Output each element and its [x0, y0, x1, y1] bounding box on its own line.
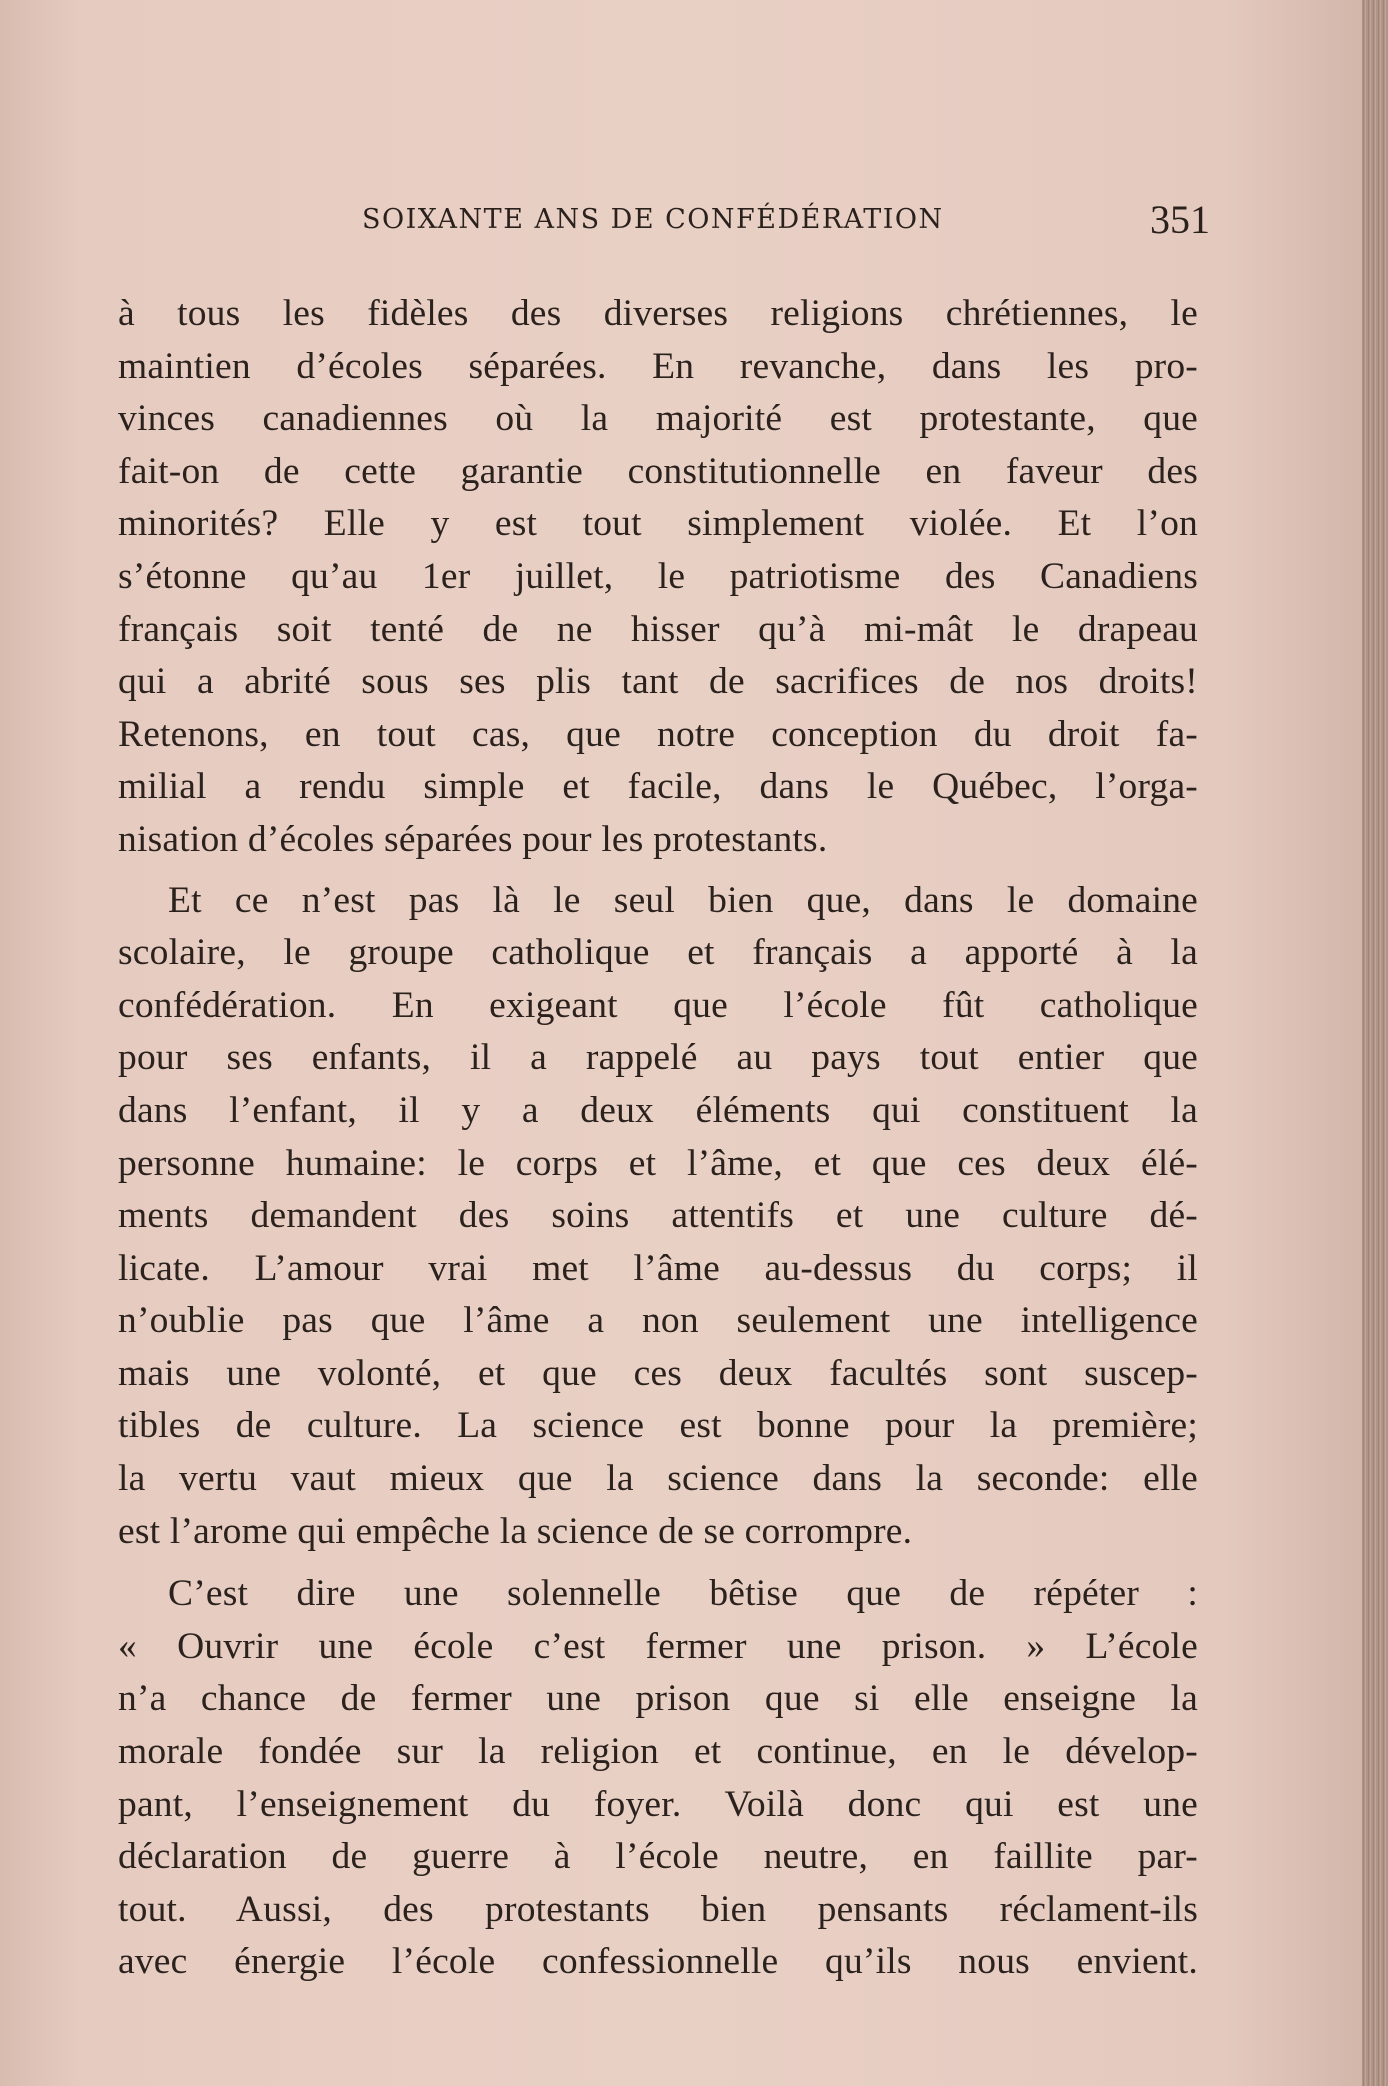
text-line: tout. Aussi, des protestants bien pensants réclament-ils — [118, 1888, 1198, 1930]
text-line: scolaire, le groupe catholique et français a apporté à la — [118, 932, 1198, 974]
text-line: mais une volonté, et que ces deux facultés sont suscep- — [118, 1352, 1198, 1394]
paragraph-3 — [118, 1568, 1198, 1989]
page-number: 351 — [1150, 197, 1210, 242]
text-line: français soit tenté de ne hisser qu’à mi-mât le drapeau — [118, 608, 1198, 650]
text-line: déclaration de guerre à l’école neutre, en faillite par- — [118, 1836, 1198, 1878]
text-line: milial a rendu simple et facile, dans le Québec, l’orga- — [118, 766, 1198, 808]
text-line: pant, l’enseignement du foyer. Voilà donc qui est une — [118, 1783, 1198, 1825]
text-line: vinces canadiennes où la majorité est protestante, que — [118, 398, 1198, 440]
text-line: est l’arome qui empêche la science de se corrompre. — [118, 1510, 913, 1552]
running-title: SOIXANTE ANS DE CONFÉDÉRATION — [362, 204, 944, 235]
text-line: qui a abrité sous ses plis tant de sacrifices de nos droits! — [118, 661, 1198, 703]
page-header — [100, 196, 1210, 246]
text-line: dans l’enfant, il y a deux éléments qui constituent la — [118, 1089, 1198, 1131]
text-line: n’a chance de fermer une prison que si elle enseigne la — [118, 1678, 1198, 1720]
text-line: la vertu vaut mieux que la science dans la seconde: elle — [118, 1458, 1198, 1500]
text-line: s’étonne qu’au 1er juillet, le patriotisme des Canadiens — [118, 555, 1198, 597]
text-line: avec énergie l’école confessionnelle qu’ils nous envient. — [118, 1941, 1198, 1983]
page-stack-edge — [1362, 0, 1388, 2086]
paragraph-1 — [118, 288, 1198, 867]
text-line: confédération. En exigeant que l’école fût catholique — [118, 984, 1198, 1026]
text-line: minorités? Elle y est tout simplement violée. Et l’on — [118, 503, 1198, 545]
text-line: nisation d’écoles séparées pour les protestants. — [118, 818, 828, 860]
text-line: morale fondée sur la religion et continue, en le dévelop- — [118, 1731, 1198, 1773]
text-line: Retenons, en tout cas, que notre conception du droit fa- — [118, 713, 1198, 755]
paragraph-2 — [118, 875, 1198, 1559]
text-line: n’oublie pas que l’âme a non seulement une intelligence — [118, 1300, 1198, 1342]
text-line: personne humaine: le corps et l’âme, et que ces deux élé- — [118, 1142, 1198, 1184]
text-line: maintien d’écoles séparées. En revanche, dans les pro- — [118, 345, 1198, 387]
text-line: fait-on de cette garantie constitutionnelle en faveur des — [118, 450, 1198, 492]
text-line: à tous les fidèles des diverses religions chrétiennes, le — [118, 293, 1198, 334]
text-line: tibles de culture. La science est bonne pour la première; — [118, 1405, 1198, 1447]
text-line: pour ses enfants, il a rappelé au pays tout entier que — [118, 1037, 1198, 1079]
text-line: licate. L’amour vrai met l’âme au-dessus du corps; il — [118, 1247, 1198, 1289]
text-line: ments demandent des soins attentifs et une culture dé- — [118, 1195, 1198, 1237]
text-line: « Ouvrir une école c’est fermer une prison. » L’école — [118, 1625, 1198, 1667]
text-line: Et ce n’est pas là le seul bien que, dans le domaine — [168, 879, 1198, 921]
body-text — [118, 288, 1198, 1989]
text-line: C’est dire une solennelle bêtise que de répéter : — [168, 1573, 1198, 1615]
